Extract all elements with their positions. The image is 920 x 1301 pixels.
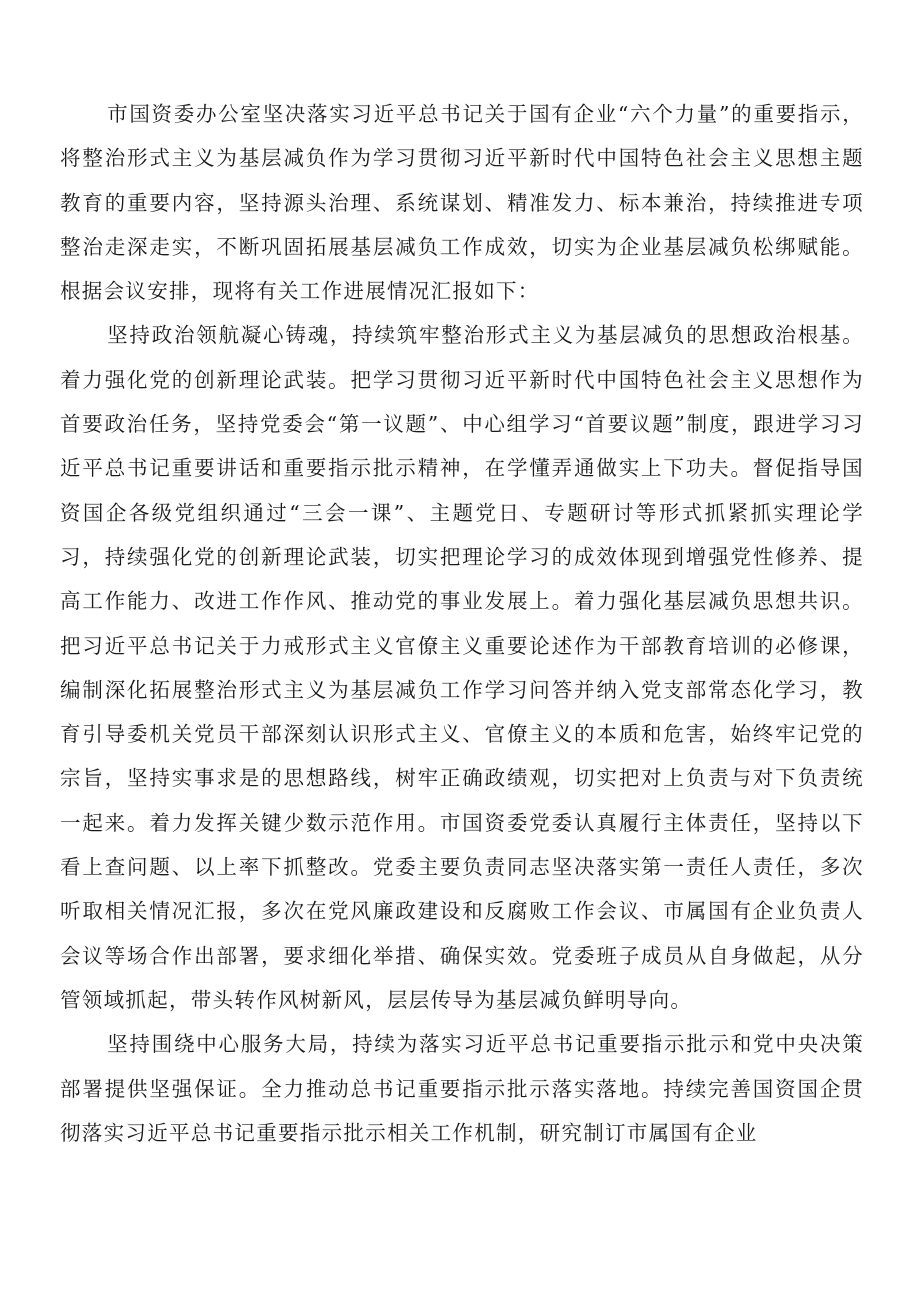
paragraph-intro: 市国资委办公室坚决落实习近平总书记关于国有企业“六个力量”的重要指示，将整治形式主义为基层减负作为学习贯彻习近平新时代中国特色社会主义思想主题教育的重要内容，坚持源头治理、系统谋划、精准发力、标本兼治，持续推进专项整治走深走实，不断巩固拓展基层减负工作成效，切实为企业基层减负松绑赋能。根据会议安排，现将有关工作进展情况汇报如下： bbox=[60, 102, 864, 304]
document-body bbox=[60, 92, 864, 1155]
paragraph-political-leadership: 坚持政治领航凝心铸魂，持续筑牢整治形式主义为基层减负的思想政治根基。着力强化党的创新理论武装。把学习贯彻习近平新时代中国特色社会主义思想作为首要政治任务，坚持党委会“第一议题”、中心组学习“首要议题”制度，跟进学习习近平总书记重要讲话和重要指示批示精神，在学懂弄通做实上下功夫。督促指导国资国企各级党组织通过“三会一课”、主题党日、专题研讨等形式抓紧抓实理论学习，持续强化党的创新理论武装，切实把理论学习的成效体现到增强党性修养、提高工作能力、改进工作作风、推动党的事业发展上。着力强化基层减负思想共识。把习近平总书记关于力戒形式主义官僚主义重要论述作为干部教育培训的必修课，编制深化拓展整治形式主义为基层减负工作学习问答并纳入党支部常态化学习，教育引导委机关党员干部深刻认识形式主义、官僚主义的本质和危害，始终牢记党的宗旨，坚持实事求是的思想路线，树牢正确政绩观，切实把对上负责与对下负责统一起来。着力发挥关键少数示范作用。市国资委党委认真履行主体责任，坚持以下看上查问题、以上率下抓整改。党委主要负责同志坚决落实第一责任人责任，多次听取相关情况汇报，多次在党风廉政建设和反腐败工作会议、市属国有企业负责人会议等场合作出部署，要求细化举措、确保实效。党委班子成员从自身做起，从分管领域抓起，带头转作风树新风，层层传导为基层减负鲜明导向。 bbox=[60, 323, 864, 1012]
paragraph-serve-overall-situation: 坚持围绕中心服务大局，持续为落实习近平总书记重要指示批示和党中央决策部署提供坚强保证。全力推动总书记重要指示批示落实落地。持续完善国资国企贯彻落实习近平总书记重要指示批示相关工作机制，研究制订市属国有企业 bbox=[60, 1032, 864, 1145]
